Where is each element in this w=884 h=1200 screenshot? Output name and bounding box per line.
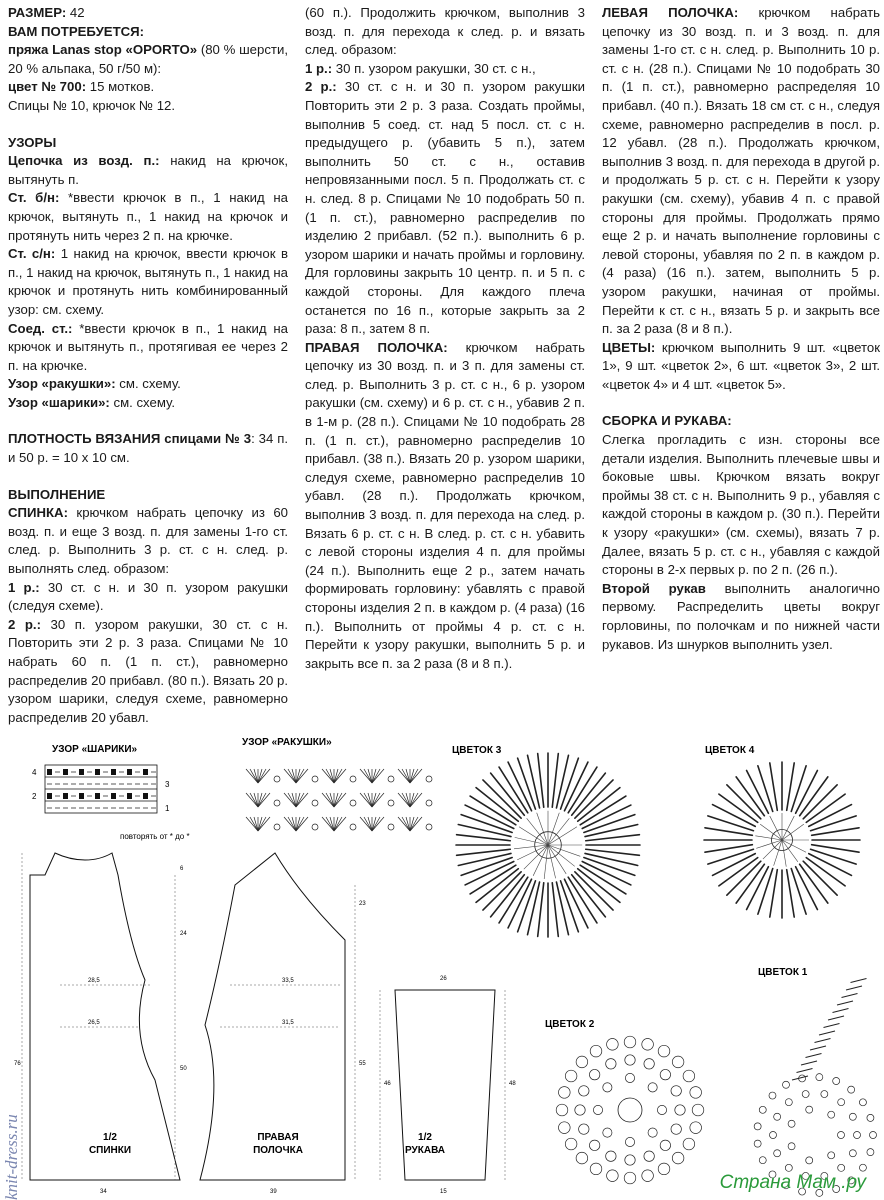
para-label: 1 р.:	[8, 579, 40, 595]
svg-text:2: 2	[32, 792, 37, 801]
col3-para	[602, 431, 880, 580]
flower4-chart	[704, 762, 860, 918]
para-label: цвет № 700:	[8, 79, 87, 95]
para-label: ВАМ ПОТРЕБУЕТСЯ:	[8, 23, 145, 39]
para-text: Спицы № 10, крючок № 12.	[8, 97, 176, 113]
col3-para	[602, 4, 880, 339]
para-label: 2 р.:	[8, 616, 41, 632]
svg-text:26: 26	[440, 976, 447, 982]
shariki-cells	[47, 769, 156, 808]
back-pattern	[30, 853, 180, 1180]
col3-para	[602, 580, 880, 654]
para-text: *ввести крючок в п., 1 накид на крючок, вытянуть п., 1 накид на крючок и протянуть нить через 2 п. на крючке.	[8, 190, 288, 243]
para-text: см. схему.	[115, 376, 181, 392]
svg-text:33,5: 33,5	[282, 978, 294, 984]
para-label: Соед. ст.:	[8, 320, 73, 336]
para-text: (80 % шерсти, 20 % альпака, 50 г/50 м):	[8, 42, 288, 76]
para-label: Второй рукав	[602, 580, 706, 596]
para-text: *ввести крючок в п., 1 накид на крючок и вытянуть п., протягивая ее через 2 п. на крючке.	[8, 320, 288, 373]
col1-para	[8, 189, 288, 245]
para-text: 42	[66, 5, 85, 20]
para-label: пряжа Lanas stop «OPORTO»	[8, 42, 198, 58]
repeat-note: повторять от * до *	[120, 832, 190, 841]
para-label: 2 р.:	[305, 79, 337, 95]
para-text: накид на крючок, вытянуть п.	[8, 153, 288, 187]
col1-para	[8, 41, 288, 78]
col1-para	[8, 245, 288, 319]
svg-text:39: 39	[270, 1189, 277, 1195]
svg-text:26,5: 26,5	[88, 1020, 100, 1026]
para-text: см. схему.	[109, 394, 175, 410]
svg-text:76: 76	[14, 1061, 21, 1067]
back-label: 1/2 СПИНКИ	[88, 1132, 132, 1156]
svg-text:55: 55	[359, 1061, 366, 1067]
para-label: ПРАВАЯ ПОЛОЧКА:	[305, 339, 448, 355]
svg-text:50: 50	[180, 1066, 187, 1072]
svg-text:3: 3	[165, 780, 170, 789]
col1-para	[8, 152, 288, 189]
col1-para	[8, 375, 288, 394]
col3-para	[602, 412, 880, 431]
text-column-2	[305, 4, 585, 673]
shariki-chart	[45, 765, 157, 813]
measure-lines	[22, 853, 505, 1180]
col2-para	[305, 4, 585, 60]
col1-para	[8, 579, 288, 616]
col1-para	[8, 97, 288, 116]
para-text: : 34 п. и 50 р. = 10 х 10 см.	[8, 431, 288, 466]
flower2-chart	[556, 1036, 704, 1184]
para-label: УЗОРЫ	[8, 134, 57, 150]
para-label: Ст. с/н:	[8, 246, 56, 262]
watermark-side: knit-dress.ru	[2, 1114, 21, 1200]
svg-text:4: 4	[32, 768, 37, 777]
col1-para	[8, 23, 288, 42]
para-text: выполнить аналогично первому. Распределить цветы вокруг горловины, по полочкам и по нижней части рукавов. Из шнурков выполнить узел.	[602, 580, 880, 652]
para-text: 1 накид на крючок, ввести крючок в п., 1 накид на крючок, вытянуть п., 1 накид на крючок и протянуть нить комбинированный узор: см. схему.	[8, 246, 288, 317]
svg-text:31,5: 31,5	[282, 1020, 294, 1026]
svg-text:24: 24	[180, 931, 187, 937]
text-column-1	[8, 4, 288, 727]
front-label: ПРАВАЯ ПОЛОЧКА	[253, 1132, 303, 1156]
flower3-title: ЦВЕТОК 3	[452, 745, 502, 756]
para-label: ВЫПОЛНЕНИЕ	[8, 486, 106, 502]
svg-text:46: 46	[384, 1081, 391, 1087]
para-text: 30 п. узором ракушки, 30 ст. с н.,	[332, 60, 536, 76]
col1-para	[8, 430, 288, 467]
col1-para	[8, 486, 288, 505]
svg-text:15: 15	[440, 1189, 447, 1195]
col1-para	[8, 320, 288, 376]
text-column-3	[602, 4, 880, 654]
col1-para	[8, 504, 288, 578]
para-text: 30 п. узором ракушки, 30 ст. с н. Повторить эти 2 р. 3 раза. Спицами № 10 набрать 60 п. (1 п. ст.), равномерно распределив 20 прибавл. (80 п.). Вязать 20 р. узором шарики, следуя схеме, равномерно распределив 20 убавл.	[8, 616, 289, 725]
shariki-title: УЗОР «ШАРИКИ»	[52, 744, 138, 755]
svg-text:6: 6	[180, 866, 184, 872]
para-label: РАЗМЕР:	[8, 5, 67, 20]
diagrams-area	[0, 735, 884, 1200]
col1-para	[8, 78, 288, 97]
svg-text:23: 23	[359, 901, 366, 907]
flower4-title: ЦВЕТОК 4	[705, 745, 755, 756]
col3-para	[602, 339, 880, 395]
col1-para	[8, 4, 288, 23]
para-label: Ст. б/н:	[8, 190, 60, 206]
svg-text:28,5: 28,5	[88, 978, 100, 984]
flower1-title: ЦВЕТОК 1	[758, 967, 808, 978]
col1-para	[8, 616, 288, 728]
diagrams-svg	[0, 735, 884, 1200]
front-pattern	[200, 853, 345, 1180]
flower1-chart	[754, 979, 876, 1197]
col1-para	[8, 394, 288, 413]
para-label: СПИНКА:	[8, 505, 68, 521]
col2-para	[305, 339, 585, 674]
col1-para	[8, 134, 288, 153]
para-text: крючком набрать цепочку из 30 возд. п. и 3 п. для замены ст. след. р. Выполнить 3 р. ст. с н., 6 р. узором ракушки (см. схему) и 6 р. ст. с н., убавив 2 п. в 1-м р. (28 п.). Спицами № 10 подобрать 28 п. (1 п. ст.), равномерно распределив 10 прибавл. (38 п.). Вязать 20 р. узором шарики, следуя схеме, равномерно распределив 10 убавл. (28 п.). Продолжать крючком, выполнив 3 возд. п. для перехода на след. р. Вязать 6 р. ст. с н. В след. р. ст. с н. убавить с левой стороны изделия 4 п. для проймы (24 п.). Выполнить еще 2 р., затем начать формировать горловину: убавлять с правой стороны изделия 2 п. в каждом р. (4 раза) (16 п.). Выполнить от проймы 4 р. ст. с н. Перейти к узору ракушки, выполнить 5 р. и закрыть все п. за 2 раза (8 и 8 п.).	[305, 339, 585, 671]
para-text: (60 п.). Продолжить крючком, выполнив 3 возд. п. для перехода к след. р. и вязать след. образом:	[305, 5, 585, 58]
flower2-title: ЦВЕТОК 2	[545, 1019, 595, 1030]
para-text: крючком выполнить 9 шт. «цветок 1», 9 шт. «цветок 2», 6 шт. «цветок 3», 2 шт. «цветок 4» и 4 шт. «цветок 5».	[602, 339, 880, 392]
para-label: Узор «ракушки»:	[8, 376, 116, 392]
para-text: 30 ст. с н. и 30 п. узором ракушки Повторить эти 2 р. 3 раза. Создать проймы, выполнив 5 соед. ст. над 5 посл. ст. с н. предыдущего р. (убавить 5 п.), затем выполнить 50 ст. с н., оставив непровязанными посл. 5 п. Продолжать ст. с н. след. 8 р. Спицами № 10 подобрать 50 п. (1 п. ст.), равномерно распределив по изделию 2 прибавл. (52 п.). выполнить 6 р. узором шарики и начать проймы и горловину. Для горловины закрыть 10 центр. п. и 5 п. с каждой стороны. Для каждого плеча останется по 16 п., которые закрыть за 2 раза: 8 п., затем 8 п.	[305, 79, 585, 337]
para-label: ПЛОТНОСТЬ ВЯЗАНИЯ спицами № 3	[8, 431, 252, 447]
sleeve-label: 1/2 РУКАВА	[404, 1132, 446, 1156]
para-text: крючком набрать цепочку из 30 возд. п. и 3 возд. п. для замены 1-го ст. с н. след. р. Выполнить 10 р. ст. с н. (28 п.). Спицами № 10 подобрать 30 п. (1 п. ст.), равномерно распределяя 10 прибавл. (40 п.). Вязать 18 см ст. с н., следуя схеме, равномерно распределив в посл. р. 12 убавл. (28 п.). Продолжать крючком, выполнив 3 возд. п. для перехода в другой р. и продолжать 5 р. ст. с н. Перейти к узору ракушки (см. схему), убавив 4 п. с правой стороны для проймы. Продолжать прямо еще 2 р. и начать выполнение горловины с левой стороны, убавляя по 2 п. в каждом р. (4 раза) (16 п.). затем, выполнить 5 р. узором ракушки, начиная от проймы. Перейти к ст. с н., вязать 5 р. и закрыть все п. за 2 раза (8 и 8 п.).	[602, 5, 880, 337]
para-label: Узор «шарики»:	[8, 394, 110, 410]
para-text: 30 ст. с н. и 30 п. узором ракушки (следуя схеме).	[8, 579, 288, 614]
para-label: ЛЕВАЯ ПОЛОЧКА:	[602, 5, 739, 20]
para-text: Слегка прогладить с изн. стороны все детали изделия. Выполнить плечевые швы и боковые швы. Крючком вязать вокруг проймы 38 ст. с н. Выполнить 9 р., убавляя с каждой стороны в каждом р. (30 п.). Перейти к узору «ракушки» (см. схемы), вязать 7 р. Далее, вязать 5 р. ст. с н., убавляя с каждой стороны в 2-х первых р. по 2 п. (26 п.).	[602, 432, 880, 578]
para-label: 1 р.:	[305, 60, 333, 76]
rakushki-title: УЗОР «РАКУШКИ»	[242, 737, 332, 748]
col2-para	[305, 60, 585, 79]
para-label: СБОРКА И РУКАВА:	[602, 413, 732, 429]
para-label: Цепочка из возд. п.:	[8, 153, 160, 169]
para-label: ЦВЕТЫ:	[602, 339, 656, 355]
col2-para	[305, 78, 585, 338]
para-text: крючком набрать цепочку из 60 возд. п. и еще 3 возд. п. для замены 1-го ст. след. р. Выполнить 3 р. ст. с н. след. р. выполнять след. образом:	[8, 505, 288, 577]
watermark-logo: Страна Мам .ру	[719, 1172, 866, 1193]
svg-text:1: 1	[165, 804, 170, 813]
svg-text:34: 34	[100, 1189, 107, 1195]
para-text: 15 мотков.	[86, 79, 155, 95]
flower3-chart	[456, 753, 640, 937]
rakushki-chart	[246, 769, 432, 831]
svg-text:48: 48	[509, 1081, 516, 1087]
